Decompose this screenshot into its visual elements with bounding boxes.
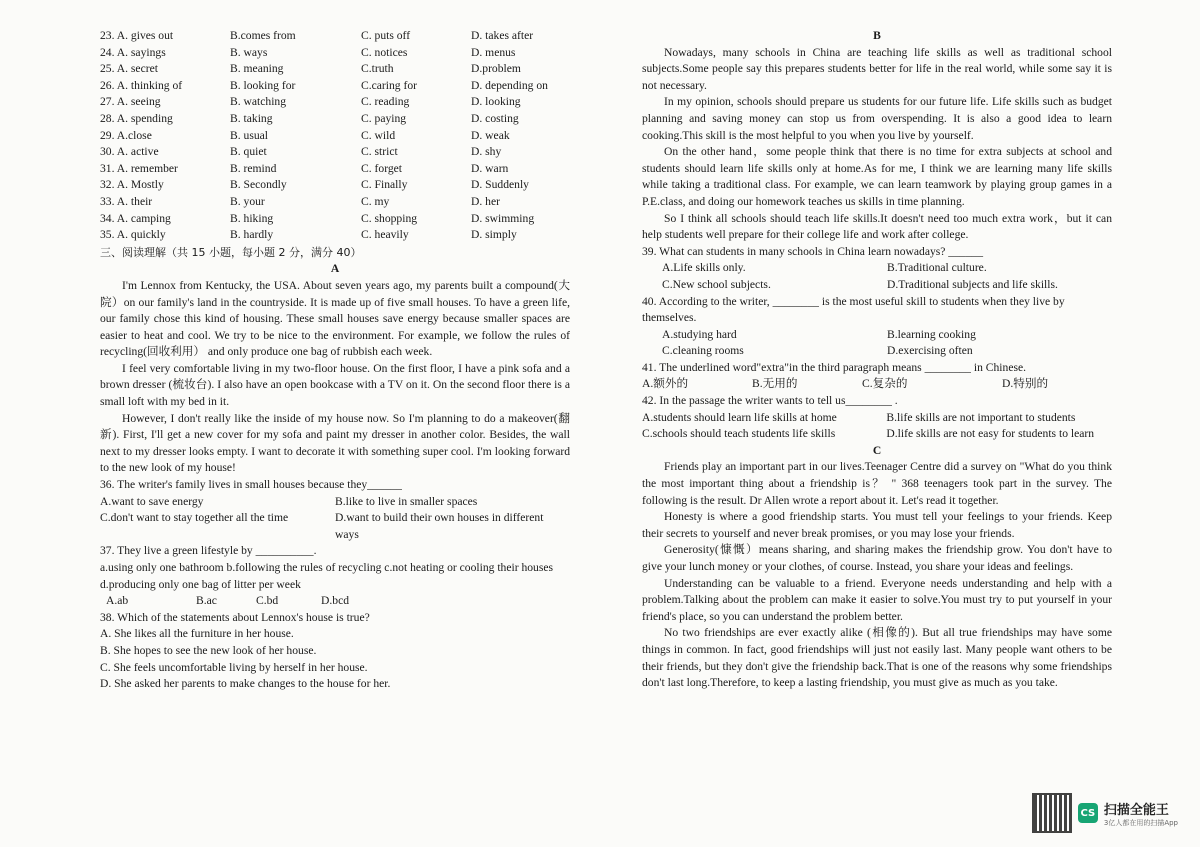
passage-c-paragraph: No two friendships are ever exactly alike (相像的). But all true friendships may have some things in common. In fact, good friendships will just not easily last. Many people want others to be their friends, but they don't give the friendship back.That is one of the reasons why some friendships don't last long.Therefore, to keep a lasting friendship, you must give as much as you take. xyxy=(642,626,1112,690)
cloze-option[interactable]: C. heavily xyxy=(361,228,409,242)
question-37-stem: 37. They live a green lifestyle by __________. xyxy=(100,544,317,558)
option[interactable]: B.life skills are not important to students xyxy=(886,410,1076,424)
option[interactable]: A.ab xyxy=(106,594,129,608)
cloze-row xyxy=(100,194,570,211)
cloze-option[interactable]: 24. A. sayings xyxy=(100,45,166,59)
cloze-option[interactable]: B. ways xyxy=(230,45,268,59)
passage-b-letter: B xyxy=(873,29,881,42)
cloze-option[interactable]: 26. A. thinking of xyxy=(100,78,183,92)
cloze-option[interactable]: D. depending on xyxy=(471,78,548,92)
option[interactable]: B.无用的 xyxy=(752,377,798,391)
question-39-options xyxy=(642,260,1112,293)
cloze-row xyxy=(100,45,570,62)
qr-code-icon xyxy=(1032,793,1072,833)
cloze-option[interactable]: C. Finally xyxy=(361,178,408,192)
option[interactable]: B. She hopes to see the new look of her house. xyxy=(100,643,317,657)
option[interactable]: B.learning cooking xyxy=(887,327,976,341)
cloze-option[interactable]: 34. A. camping xyxy=(100,211,171,225)
cloze-option[interactable]: 32. A. Mostly xyxy=(100,178,164,192)
cloze-option[interactable]: 28. A. spending xyxy=(100,111,173,125)
question-42-options xyxy=(642,410,1112,443)
option[interactable]: D.life skills are not easy for students to learn xyxy=(886,427,1095,441)
question-40-options xyxy=(642,327,1112,360)
cloze-option[interactable]: B. hardly xyxy=(230,228,274,242)
cloze-option[interactable]: C. paying xyxy=(361,111,407,125)
scanner-watermark xyxy=(1032,793,1178,833)
option[interactable]: B.Traditional culture. xyxy=(887,261,987,275)
camscanner-brand xyxy=(1104,799,1178,828)
option[interactable]: C.复杂的 xyxy=(862,377,908,391)
cloze-option[interactable]: 31. A. remember xyxy=(100,161,178,175)
cloze-option[interactable]: D. her xyxy=(471,194,500,208)
cloze-option[interactable]: 23. A. gives out xyxy=(100,29,174,42)
passage-c-paragraph: Understanding can be valuable to a friend. Everyone needs understanding and help with a problem.Talking about the problem can make it easier to solve.You must try to put yourself in your friend's place, so you can understand the problem better. xyxy=(642,576,1112,623)
option[interactable]: D.Traditional subjects and life skills. xyxy=(887,277,1058,291)
option[interactable]: C.New school subjects. xyxy=(662,277,771,291)
cloze-option[interactable]: 27. A. seeing xyxy=(100,95,161,109)
cloze-option[interactable]: B. remind xyxy=(230,161,277,175)
cloze-option[interactable]: D. takes after xyxy=(471,29,534,42)
cloze-option[interactable]: C. forget xyxy=(361,161,403,175)
cloze-option[interactable]: D. swimming xyxy=(471,211,535,225)
option[interactable]: A.want to save energy xyxy=(100,494,204,508)
cloze-option[interactable]: B. Secondly xyxy=(230,178,287,192)
cloze-option[interactable]: C. my xyxy=(361,194,390,208)
question-42-stem: 42. In the passage the writer wants to tell us________ . xyxy=(642,394,898,408)
question-39-stem: 39. What can students in many schools in China learn nowadays? ______ xyxy=(642,244,984,258)
cloze-option[interactable]: D. weak xyxy=(471,128,510,142)
brand-name: 扫描全能王 xyxy=(1103,802,1169,818)
option[interactable]: C. She feels uncomfortable living by herself in her house. xyxy=(100,660,368,674)
option[interactable]: A.额外的 xyxy=(642,377,689,391)
brand-tagline: 3亿人都在用的扫描App xyxy=(1103,818,1178,827)
option[interactable]: C.bd xyxy=(256,594,279,608)
cloze-option[interactable]: B.comes from xyxy=(230,29,296,42)
option[interactable]: B.like to live in smaller spaces xyxy=(335,494,478,508)
passage-a-paragraph: I feel very comfortable living in my two-floor house. On the first floor, I have a pink sofa and a brown dresser (梳妆台). I also have an open bookcase with a TV on it. On the second floor there is a small loft with my bed in it. xyxy=(100,361,570,409)
cloze-option[interactable]: D. Suddenly xyxy=(471,178,529,192)
cloze-option[interactable]: 33. A. their xyxy=(100,194,153,208)
option[interactable]: C.cleaning rooms xyxy=(662,344,744,358)
cloze-row xyxy=(100,94,570,111)
passage-c-paragraph: Friends play an important part in our lives.Teenager Centre did a survey on "What do you think the most important thing about a friendship is？ " 368 teenagers took part in the survey. The following is the result. Dr Allen wrote a report about it. Let's read it together. xyxy=(642,460,1112,507)
cloze-option[interactable]: B. your xyxy=(230,194,265,208)
cloze-option[interactable]: D. warn xyxy=(471,161,509,175)
cloze-option[interactable]: C. shopping xyxy=(361,211,418,225)
cloze-row xyxy=(100,177,570,194)
cloze-option[interactable]: C.caring for xyxy=(361,78,418,92)
reading-section-heading: 三、阅读理解（共 15 小题，每小题 2 分，满分 40） xyxy=(100,245,362,259)
passage-b-paragraph: In my opinion, schools should prepare us students for our future life. Life skills such as budget planning and saving money can stop us from overspending. It is also a good idea to learn cooking.This skill is the most helpful to you when you live by yourself. xyxy=(642,95,1112,142)
option[interactable]: D.bcd xyxy=(321,594,350,608)
cloze-row xyxy=(100,28,570,45)
cloze-row xyxy=(100,61,570,78)
passage-a-letter: A xyxy=(330,262,340,276)
cloze-option[interactable]: B. taking xyxy=(230,111,273,125)
cloze-option[interactable]: B. hiking xyxy=(230,211,274,225)
cloze-option[interactable]: 30. A. active xyxy=(100,145,159,159)
option[interactable]: A.studying hard xyxy=(662,327,737,341)
option[interactable]: C.schools should teach students life skills xyxy=(642,427,836,441)
option[interactable]: D. She asked her parents to make changes to the house for her. xyxy=(100,677,391,691)
cloze-option[interactable]: D. looking xyxy=(471,95,521,109)
cloze-option[interactable]: B. quiet xyxy=(230,145,267,159)
passage-b-paragraph: So I think all schools should teach life skills.It doesn't need too much extra work，but it can help students well prepare for their college life and work after college. xyxy=(642,211,1112,242)
question-37-options xyxy=(100,593,570,610)
cloze-row xyxy=(100,78,570,95)
cloze-row xyxy=(100,128,570,145)
cloze-option[interactable]: 25. A. secret xyxy=(100,62,158,76)
cloze-row xyxy=(100,144,570,161)
cloze-option[interactable]: C. reading xyxy=(361,95,410,109)
cloze-option[interactable]: 35. A. quickly xyxy=(100,228,166,242)
cloze-option[interactable]: D. costing xyxy=(471,111,519,125)
passage-c-paragraph: Honesty is where a good friendship starts. You must tell your feelings to your friends. Keep their secrets to yourself and never break promises, or you may lose your friends. xyxy=(642,510,1112,540)
right-column xyxy=(642,28,1112,692)
cloze-row xyxy=(100,161,570,178)
camscanner-logo-icon: CS xyxy=(1078,803,1098,823)
passage-b-paragraph: Nowadays, many schools in China are teaching life skills as well as traditional school subjects.Some people say this prepares students better for life in the real world, while some say it is not necessary. xyxy=(642,45,1112,92)
question-37-statement: d.producing only one bag of litter per week xyxy=(100,577,301,591)
question-36-options xyxy=(100,494,570,544)
option[interactable]: D.exercising often xyxy=(887,344,973,358)
cloze-option[interactable]: B. looking for xyxy=(230,78,296,92)
cloze-option[interactable]: C. wild xyxy=(361,128,396,142)
option[interactable]: A. She likes all the furniture in her house. xyxy=(100,627,294,641)
cloze-row xyxy=(100,227,570,244)
question-36-stem: 36. The writer's family lives in small houses because they______ xyxy=(100,478,402,492)
cloze-option[interactable]: B. watching xyxy=(230,95,287,109)
cloze-option[interactable]: D. menus xyxy=(471,45,516,59)
cloze-option[interactable]: D. simply xyxy=(471,228,517,242)
option[interactable]: A.students should learn life skills at home xyxy=(642,410,837,424)
passage-c-letter: C xyxy=(872,443,882,457)
passage-a-paragraph: However, I don't really like the inside of my house now. So I'm planning to do a makeover(翻新). First, I'll get a new cover for my sofa and paint my dresser in another color. Besides, the wall next to my dresser looks empty. I want to decorate it with something super cool. I'm looking forward to the new look of my house! xyxy=(100,411,570,475)
option[interactable]: D.特别的 xyxy=(1002,377,1049,391)
passage-a-paragraph: I'm Lennox from Kentucky, the USA. About seven years ago, my parents built a compound(大院）on our family's land in the countryside. It is made up of five small houses. To have a green life, our family chose this kind of housing. These small houses save energy because smaller spaces are easier to heat and cool. We try to be nice to the environment. For example, we follow the rules of recycling(回收利用） and only produce one bag of rubbish each week. xyxy=(100,278,570,359)
cloze-option[interactable]: B. usual xyxy=(230,128,269,142)
cloze-option[interactable]: C. puts off xyxy=(361,29,411,42)
option[interactable]: B.ac xyxy=(196,594,217,608)
question-38-stem: 38. Which of the statements about Lennox's house is true? xyxy=(100,610,370,624)
cloze-option[interactable]: D. shy xyxy=(471,145,502,159)
passage-b-paragraph: On the other hand，some people think that there is no time for extra subjects at school and students should learn life skills only at home.As for me, I think we are learning many life skills while taking a traditional class. For example, we can learn teamwork by playing group games in a P.E.class, and doing our homework teaches us skills in time planning. xyxy=(642,145,1112,208)
cloze-option[interactable]: D.problem xyxy=(471,62,521,76)
cloze-option[interactable]: C. strict xyxy=(361,145,398,159)
option[interactable]: D.want to build their own houses in different ways xyxy=(335,511,544,541)
passage-c-paragraph: Generosity(慷慨）means sharing, and sharing makes the friendship grow. You don't have to give your lunch money or your clothes, of course. Instead, you share your ideas and feelings. xyxy=(642,543,1112,573)
option[interactable]: C.don't want to stay together all the time xyxy=(100,511,289,525)
cloze-option[interactable]: C.truth xyxy=(361,62,394,76)
cloze-row xyxy=(100,111,570,128)
question-37-statement: a.using only one bathroom b.following the rules of recycling c.not heating or cooling their houses xyxy=(100,561,554,574)
question-40-stem: 40. According to the writer, ________ is the most useful skill to students when they live by themselves. xyxy=(642,294,1065,325)
option[interactable]: A.Life skills only. xyxy=(662,261,746,275)
cloze-option[interactable]: C. notices xyxy=(361,45,408,59)
left-column xyxy=(100,28,570,693)
cloze-row xyxy=(100,211,570,228)
question-41-stem: 41. The underlined word"extra"in the third paragraph means ________ in Chinese. xyxy=(642,360,1027,374)
question-41-options xyxy=(642,376,1112,393)
cloze-option[interactable]: B. meaning xyxy=(230,62,284,76)
cloze-options xyxy=(100,28,570,244)
cloze-option[interactable]: 29. A.close xyxy=(100,128,152,142)
